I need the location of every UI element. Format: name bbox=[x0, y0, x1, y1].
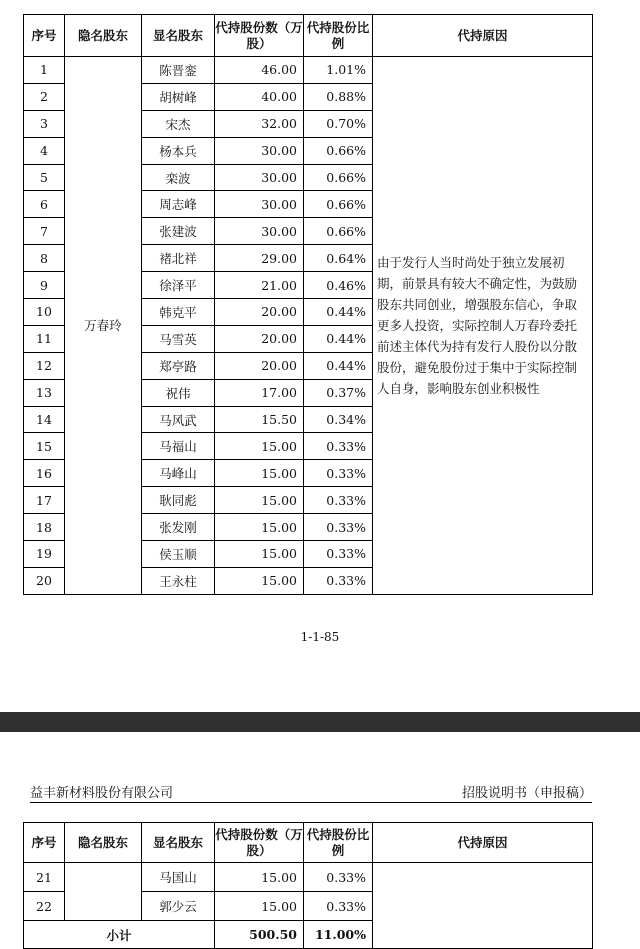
subtotal-label: 小计 bbox=[24, 921, 215, 949]
named-shareholder: 胡树峰 bbox=[142, 83, 215, 110]
named-shareholder: 祝伟 bbox=[142, 379, 215, 406]
shares-value: 15.00 bbox=[215, 863, 304, 892]
row-no: 22 bbox=[24, 892, 65, 921]
named-shareholder: 宋杰 bbox=[142, 110, 215, 137]
running-header bbox=[30, 782, 592, 803]
header-shares: 代持股份数（万股） bbox=[215, 823, 304, 863]
header-hidden-shareholder: 隐名股东 bbox=[65, 823, 142, 863]
reason-cell: 由于发行人当时尚处于独立发展初期，前景具有较大不确定性，为鼓励股东共同创业，增强股东信心，争取更多人投资，实际控制人万春玲委托前述主体代为持有发行人股份以分散股份，避免股份过于集中于实际控制人自身，影响股东创业积极性 bbox=[373, 57, 593, 595]
row-no: 12 bbox=[24, 352, 65, 379]
ratio-value: 1.01% bbox=[304, 57, 373, 84]
named-shareholder: 陈晋銮 bbox=[142, 57, 215, 84]
ratio-value: 0.66% bbox=[304, 137, 373, 164]
row-no: 17 bbox=[24, 487, 65, 514]
row-no: 10 bbox=[24, 299, 65, 326]
named-shareholder: 侯玉顺 bbox=[142, 541, 215, 568]
ratio-value: 0.66% bbox=[304, 164, 373, 191]
ratio-value: 0.46% bbox=[304, 272, 373, 299]
ratio-value: 0.66% bbox=[304, 218, 373, 245]
row-no: 6 bbox=[24, 191, 65, 218]
row-no: 11 bbox=[24, 325, 65, 352]
table-row bbox=[24, 57, 593, 84]
named-shareholder: 王永柱 bbox=[142, 567, 215, 594]
ratio-value: 0.33% bbox=[304, 487, 373, 514]
company-name: 益丰新材料股份有限公司 bbox=[30, 786, 174, 801]
row-no: 14 bbox=[24, 406, 65, 433]
row-no: 21 bbox=[24, 863, 65, 892]
named-shareholder: 耿同彪 bbox=[142, 487, 215, 514]
named-shareholder: 周志峰 bbox=[142, 191, 215, 218]
ratio-value: 0.33% bbox=[304, 514, 373, 541]
named-shareholder: 郑亭路 bbox=[142, 352, 215, 379]
table-header-row bbox=[24, 823, 593, 863]
named-shareholder: 褚北祥 bbox=[142, 245, 215, 272]
page-separator bbox=[0, 712, 640, 732]
named-shareholder: 马雪英 bbox=[142, 325, 215, 352]
row-no: 4 bbox=[24, 137, 65, 164]
hidden-shareholder-cell: 万春玲 bbox=[65, 57, 142, 595]
shares-value: 30.00 bbox=[215, 164, 304, 191]
shares-value: 20.00 bbox=[215, 299, 304, 326]
named-shareholder: 马风武 bbox=[142, 406, 215, 433]
named-shareholder: 马峰山 bbox=[142, 460, 215, 487]
ratio-value: 0.64% bbox=[304, 245, 373, 272]
header-no: 序号 bbox=[24, 823, 65, 863]
row-no: 1 bbox=[24, 57, 65, 84]
named-shareholder: 张建波 bbox=[142, 218, 215, 245]
ratio-value: 0.33% bbox=[304, 892, 373, 921]
header-reason: 代持原因 bbox=[373, 823, 593, 863]
named-shareholder: 韩克平 bbox=[142, 299, 215, 326]
document-page-2 bbox=[0, 732, 640, 943]
row-no: 5 bbox=[24, 164, 65, 191]
shares-value: 30.00 bbox=[215, 218, 304, 245]
row-no: 20 bbox=[24, 567, 65, 594]
reason-cell bbox=[373, 863, 593, 949]
row-no: 19 bbox=[24, 541, 65, 568]
shares-value: 17.00 bbox=[215, 379, 304, 406]
shares-value: 20.00 bbox=[215, 352, 304, 379]
header-reason: 代持原因 bbox=[373, 15, 593, 57]
header-named-shareholder: 显名股东 bbox=[142, 15, 215, 57]
ratio-value: 0.33% bbox=[304, 567, 373, 594]
row-no: 18 bbox=[24, 514, 65, 541]
shares-value: 29.00 bbox=[215, 245, 304, 272]
named-shareholder: 马福山 bbox=[142, 433, 215, 460]
header-shares: 代持股份数（万股） bbox=[215, 15, 304, 57]
document-title: 招股说明书（申报稿） bbox=[461, 786, 592, 801]
shares-value: 15.00 bbox=[215, 514, 304, 541]
shares-value: 15.00 bbox=[215, 460, 304, 487]
named-shareholder: 徐泽平 bbox=[142, 272, 215, 299]
page-number: 1-1-85 bbox=[300, 630, 340, 644]
ratio-value: 0.44% bbox=[304, 352, 373, 379]
header-ratio: 代持股份比例 bbox=[304, 15, 373, 57]
cut-off-text-line bbox=[30, 0, 370, 4]
shares-value: 46.00 bbox=[215, 57, 304, 84]
shares-value: 15.00 bbox=[215, 433, 304, 460]
row-no: 16 bbox=[24, 460, 65, 487]
named-shareholder: 张发刚 bbox=[142, 514, 215, 541]
ratio-value: 0.33% bbox=[304, 433, 373, 460]
row-no: 15 bbox=[24, 433, 65, 460]
row-no: 13 bbox=[24, 379, 65, 406]
shares-value: 15.50 bbox=[215, 406, 304, 433]
ratio-value: 0.70% bbox=[304, 110, 373, 137]
ratio-value: 0.44% bbox=[304, 325, 373, 352]
named-shareholder: 马国山 bbox=[142, 863, 215, 892]
hidden-shareholder-cell bbox=[65, 863, 142, 921]
named-shareholder: 杨本兵 bbox=[142, 137, 215, 164]
ratio-value: 0.34% bbox=[304, 406, 373, 433]
nominee-shareholding-table bbox=[23, 14, 593, 595]
table-row bbox=[24, 863, 593, 892]
row-no: 7 bbox=[24, 218, 65, 245]
named-shareholder: 郭少云 bbox=[142, 892, 215, 921]
shares-value: 15.00 bbox=[215, 487, 304, 514]
shares-value: 30.00 bbox=[215, 137, 304, 164]
shares-value: 15.00 bbox=[215, 541, 304, 568]
nominee-shareholding-table-continued bbox=[23, 822, 593, 949]
shares-value: 30.00 bbox=[215, 191, 304, 218]
shares-value: 15.00 bbox=[215, 892, 304, 921]
ratio-value: 0.44% bbox=[304, 299, 373, 326]
header-named-shareholder: 显名股东 bbox=[142, 823, 215, 863]
shares-value: 32.00 bbox=[215, 110, 304, 137]
ratio-value: 0.33% bbox=[304, 863, 373, 892]
ratio-value: 0.88% bbox=[304, 83, 373, 110]
subtotal-ratio: 11.00% bbox=[304, 921, 373, 949]
shares-value: 20.00 bbox=[215, 325, 304, 352]
subtotal-shares: 500.50 bbox=[215, 921, 304, 949]
table-header-row bbox=[24, 15, 593, 57]
shares-value: 15.00 bbox=[215, 567, 304, 594]
header-no: 序号 bbox=[24, 15, 65, 57]
row-no: 3 bbox=[24, 110, 65, 137]
header-ratio: 代持股份比例 bbox=[304, 823, 373, 863]
row-no: 9 bbox=[24, 272, 65, 299]
ratio-value: 0.37% bbox=[304, 379, 373, 406]
header-hidden-shareholder: 隐名股东 bbox=[65, 15, 142, 57]
named-shareholder: 栾波 bbox=[142, 164, 215, 191]
ratio-value: 0.33% bbox=[304, 460, 373, 487]
shares-value: 21.00 bbox=[215, 272, 304, 299]
row-no: 8 bbox=[24, 245, 65, 272]
ratio-value: 0.66% bbox=[304, 191, 373, 218]
row-no: 2 bbox=[24, 83, 65, 110]
ratio-value: 0.33% bbox=[304, 541, 373, 568]
shares-value: 40.00 bbox=[215, 83, 304, 110]
